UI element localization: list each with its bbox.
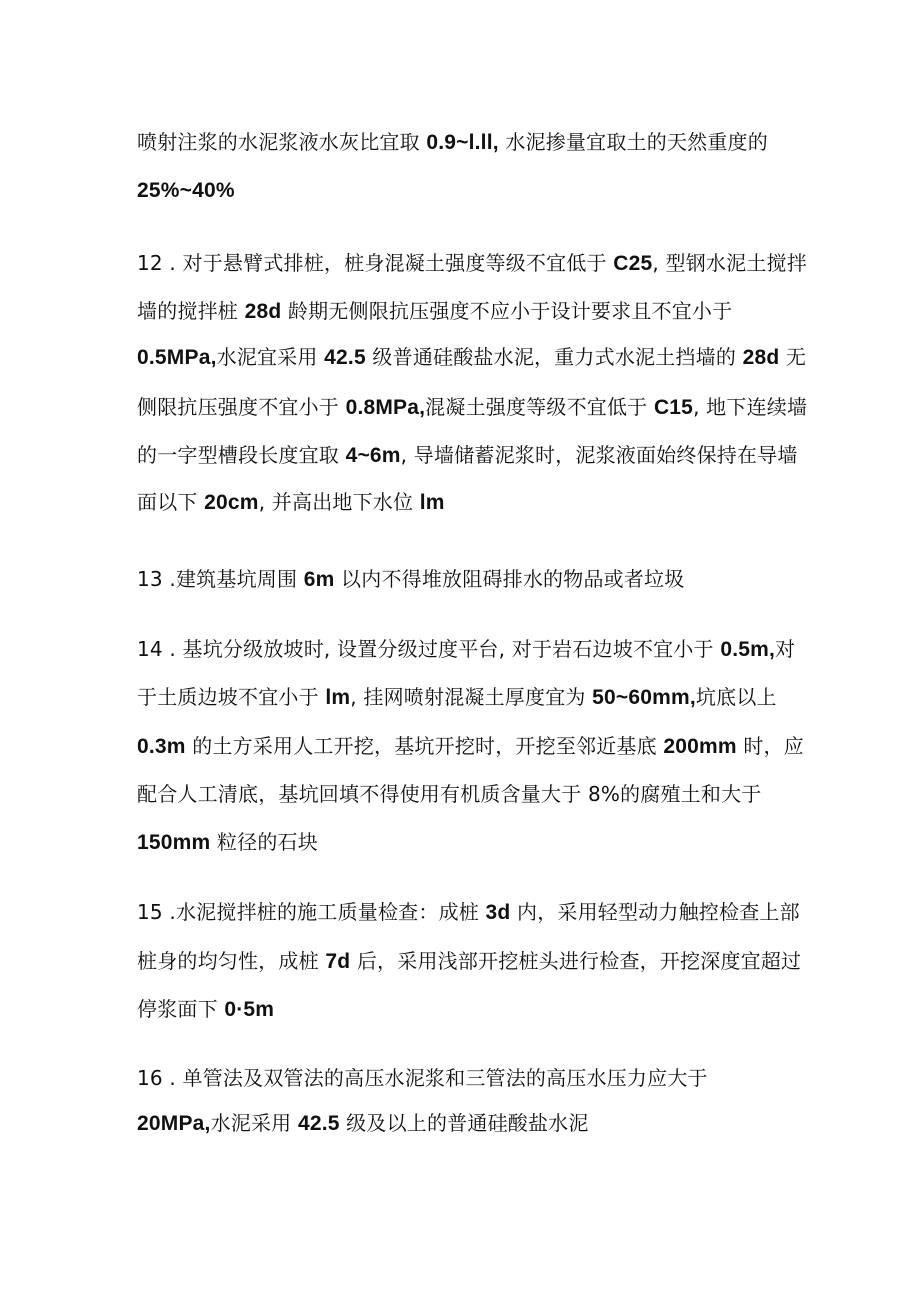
text-run: , 地下连续墙 — [693, 395, 808, 419]
bold-run: 0·5m — [224, 998, 275, 1021]
text-line — [137, 392, 837, 423]
text-line — [137, 248, 837, 279]
text-run: 水泥宜采用 — [216, 345, 325, 369]
text-line — [137, 296, 837, 327]
text-line — [137, 487, 837, 518]
text-run: 配合人工清底，基坑回填不得使用有机质含量大于 8%的腐殖土和大于 — [137, 782, 762, 806]
text-run: , 并高出地下水位 — [258, 490, 420, 514]
text-run: , 型钢水泥土搅拌 — [652, 251, 807, 275]
text-line — [137, 342, 837, 373]
bold-run: 7d — [325, 950, 351, 973]
text-line — [137, 1063, 837, 1093]
bold-run: lm — [419, 491, 445, 514]
text-run: 水泥掺量宜取土的天然重度的 — [498, 130, 768, 154]
text-run: 面以下 — [137, 490, 205, 514]
bold-run: 6m — [303, 568, 335, 591]
text-run: 喷射注浆的水泥浆液水灰比宜取 — [137, 130, 427, 154]
text-run: 级及以上的普通硅酸盐水泥 — [339, 1111, 589, 1135]
bold-run: lm — [325, 686, 351, 709]
bold-run: 20MPa, — [137, 1112, 211, 1135]
bold-run: 42.5 — [324, 346, 366, 369]
bold-run: 200mm — [663, 735, 737, 758]
text-line — [137, 731, 837, 762]
text-run: 停浆面下 — [137, 997, 225, 1021]
text-line — [137, 994, 837, 1025]
bold-run: C15 — [653, 396, 694, 419]
text-run: 15 .水泥搅拌桩的施工质量检查：成桩 — [137, 900, 486, 924]
text-line — [137, 946, 837, 977]
text-line — [137, 634, 837, 665]
text-line — [137, 897, 837, 928]
text-run: 墙的搅拌桩 — [137, 299, 245, 323]
bold-run: 28d — [742, 346, 780, 369]
text-line — [137, 779, 837, 809]
text-run: 于土质边坡不宜小于 — [137, 685, 326, 709]
text-run: 级普通硅酸盐水泥，重力式水泥土挡墙的 — [365, 345, 743, 369]
bold-run: C25 — [613, 252, 653, 275]
text-run: , 导墙储蓄泥浆时，泥浆液面始终保持在导墙 — [400, 443, 798, 467]
text-line — [137, 564, 837, 595]
text-run: 16 . 单管法及双管法的高压水泥浆和三管法的高压水压力应大于 — [137, 1066, 708, 1090]
bold-run: 20cm — [204, 491, 259, 514]
text-run: 坑底以上 — [695, 685, 777, 709]
text-run: 侧限抗压强度不宜小于 — [137, 395, 346, 419]
text-run: 的土方采用人工开挖，基坑开挖时，开挖至邻近基底 — [185, 734, 664, 758]
text-line — [137, 440, 837, 471]
text-run: 粒径的石块 — [210, 830, 318, 854]
text-run: 13 .建筑基坑周围 — [137, 567, 304, 591]
text-line — [137, 1108, 837, 1139]
bold-run: 4~6m — [345, 444, 401, 467]
bold-run: 28d — [244, 300, 282, 323]
bold-run: 0.5MPa, — [137, 346, 217, 369]
text-line — [137, 127, 837, 158]
text-run: 的一字型槽段长度宜取 — [137, 443, 346, 467]
bold-run: 25%~40% — [137, 179, 235, 202]
text-run: 后，采用浅部开挖桩头进行检查，开挖深度宜超过 — [350, 949, 802, 973]
bold-run: 0.8MPa, — [345, 396, 426, 419]
text-line — [137, 175, 837, 206]
text-run: , 挂网喷射混凝土厚度宜为 — [350, 685, 593, 709]
bold-run: 0.5m, — [720, 638, 776, 661]
text-run: 无 — [779, 345, 807, 369]
bold-run: 0.9~l.ll, — [426, 131, 499, 154]
text-line — [137, 682, 837, 713]
text-run: 对 — [775, 637, 796, 661]
bold-run: 42.5 — [297, 1112, 340, 1135]
text-run: 12 . 对于悬臂式排桩，桩身混凝土强度等级不宜低于 — [137, 251, 614, 275]
bold-run: 3d — [485, 901, 511, 924]
text-line — [137, 827, 837, 858]
bold-run: 50~60mm, — [592, 686, 696, 709]
text-run: 龄期无侧限抗压强度不应小于设计要求且不宜小于 — [281, 299, 733, 323]
text-run: 混凝土强度等级不宜低于 — [425, 395, 654, 419]
bold-run: 0.3m — [137, 735, 186, 758]
text-run: 以内不得堆放阻碍排水的物品或者垃圾 — [334, 567, 685, 591]
text-run: 14 . 基坑分级放坡时, 设置分级过度平台, 对于岩石边坡不宜小于 — [137, 637, 721, 661]
text-run: 内，采用轻型动力触控检查上部 — [510, 900, 800, 924]
bold-run: 150mm — [137, 831, 211, 854]
text-run: 水泥采用 — [210, 1111, 298, 1135]
text-run: 时，应 — [736, 734, 804, 758]
text-run: 桩身的均匀性，成桩 — [137, 949, 326, 973]
